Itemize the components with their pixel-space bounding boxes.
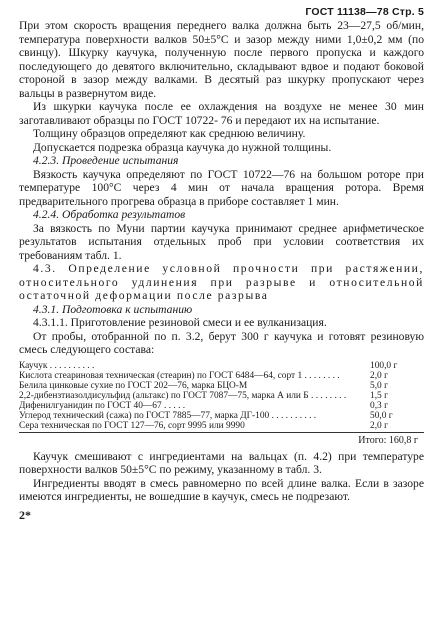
ingredient-name: Сера техническая по ГОСТ 127—76, сорт 9995 или 9990 xyxy=(19,420,245,431)
heading-4-2-4: 4.2.4. Обработка результатов xyxy=(33,208,186,221)
paragraph-trimming: Допускается подрезка образца каучука до нужной толщины. xyxy=(33,140,332,154)
ingredient-amount: 50,0 г xyxy=(370,410,393,421)
composition-row xyxy=(19,361,424,371)
paragraph-thickness: Толщину образцов определяют как среднюю величину. xyxy=(33,127,306,140)
ingredient-amount: 2,0 г xyxy=(370,420,388,431)
ingredient-name: Каучук . . . . . . . . . . xyxy=(19,360,95,371)
page-header: ГОСТ 11138—78 Стр. 5 xyxy=(305,6,424,18)
composition-row xyxy=(19,381,424,391)
paragraph-300g: От пробы, отобранной по п. 3.2, берут 300 г каучука и готовят резиновую смесь следующего состава: xyxy=(19,329,424,356)
total-divider xyxy=(19,432,424,433)
ingredient-amount: 5,0 г xyxy=(370,380,388,391)
heading-4-2-3: 4.2.3. Проведение испытания xyxy=(33,154,179,167)
signature-mark: 2* xyxy=(19,507,31,522)
ingredient-amount: 0,3 г xyxy=(370,400,388,411)
ingredient-name: Углерод технический (сажа) по ГОСТ 7885—77, марка ДГ-100 . . . . . . . . . . xyxy=(19,410,317,421)
paragraph-sample-prep: Из шкурки каучука после ее охлаждения на воздухе не менее 30 мин заготавливают образцы по ГОСТ 10722- 76 и передают их на испытание. xyxy=(19,100,424,127)
ingredient-name: 2,2-дибензтиазолдисульфид (альтакс) по ГОСТ 7087—75, марка А или Б . . . . . . . . xyxy=(19,390,347,401)
paragraph-rolling-conditions: При этом скорость вращения переднего валка должна быть 23—27,5 об/мин, температура поверхности валков 50±5°С и зазор между ними 1,0±0,2 мм (по свинцу). Шкурку каучука, полученную после первого пропуска и каждого последующего до девятого включительно, складывают вдвое и подают боковой стороной в зазор между валками. В десятый раз шкурку пропускают через вальцы в развернутом виде. xyxy=(19,19,424,100)
ingredient-name: Дифенилгуанидин по ГОСТ 40—67 . . . . . xyxy=(19,400,186,411)
ingredient-name: Кислота стеариновая техническая (стеарин) по ГОСТ 6484—64, сорт 1 . . . . . . . . xyxy=(19,370,340,381)
composition-row xyxy=(19,391,424,401)
composition-row xyxy=(19,421,424,431)
paragraph-ingredients: Ингредиенты вводят в смесь равномерно по всей длине валка. Если в зазоре имеются ингредиенты, не вошедшие в каучук, смесь не подрезают. xyxy=(19,476,424,503)
composition-row xyxy=(19,401,424,411)
composition-table xyxy=(19,361,424,431)
paragraph-viscosity: Вязкость каучука определяют по ГОСТ 10722—76 на большом роторе при температуре 100°С через 4 мин от начала вращения ротора. Время предварительного прогрева образца в приборе составляет 1 мин. xyxy=(19,167,424,208)
paragraph-mixing: Каучук смешивают с ингредиентами на вальцах (п. 4.2) при температуре поверхности валков 50±5°С по режиму, указанному в табл. 3. xyxy=(19,449,424,476)
composition-row xyxy=(19,371,424,381)
composition-row xyxy=(19,411,424,421)
ingredient-amount: 100,0 г xyxy=(370,360,398,371)
heading-4-3-1: 4.3.1. Подготовка к испытанию xyxy=(33,302,193,316)
ingredient-amount: 2,0 г xyxy=(370,370,388,381)
heading-4-3: 4.3. Определение условной прочности при растяжении, относительного удлинения при разрыве и относительной остаточной деформации после разрыва xyxy=(19,262,424,302)
ingredient-amount: 1,5 г xyxy=(370,390,388,401)
paragraph-4-3-1-1: 4.3.1.1. Приготовление резиновой смеси и ее вулканизация. xyxy=(33,316,327,329)
composition-total: Итого: 160,8 г xyxy=(358,434,418,446)
ingredient-name: Белила цинковые сухие по ГОСТ 202—76, марка БЦО-М xyxy=(19,380,248,391)
paragraph-mooney: За вязкость по Муни партии каучука принимают среднее арифметическое результатов испытания отдельных проб при условии соответствия их требованиям табл. 1. xyxy=(19,221,424,262)
